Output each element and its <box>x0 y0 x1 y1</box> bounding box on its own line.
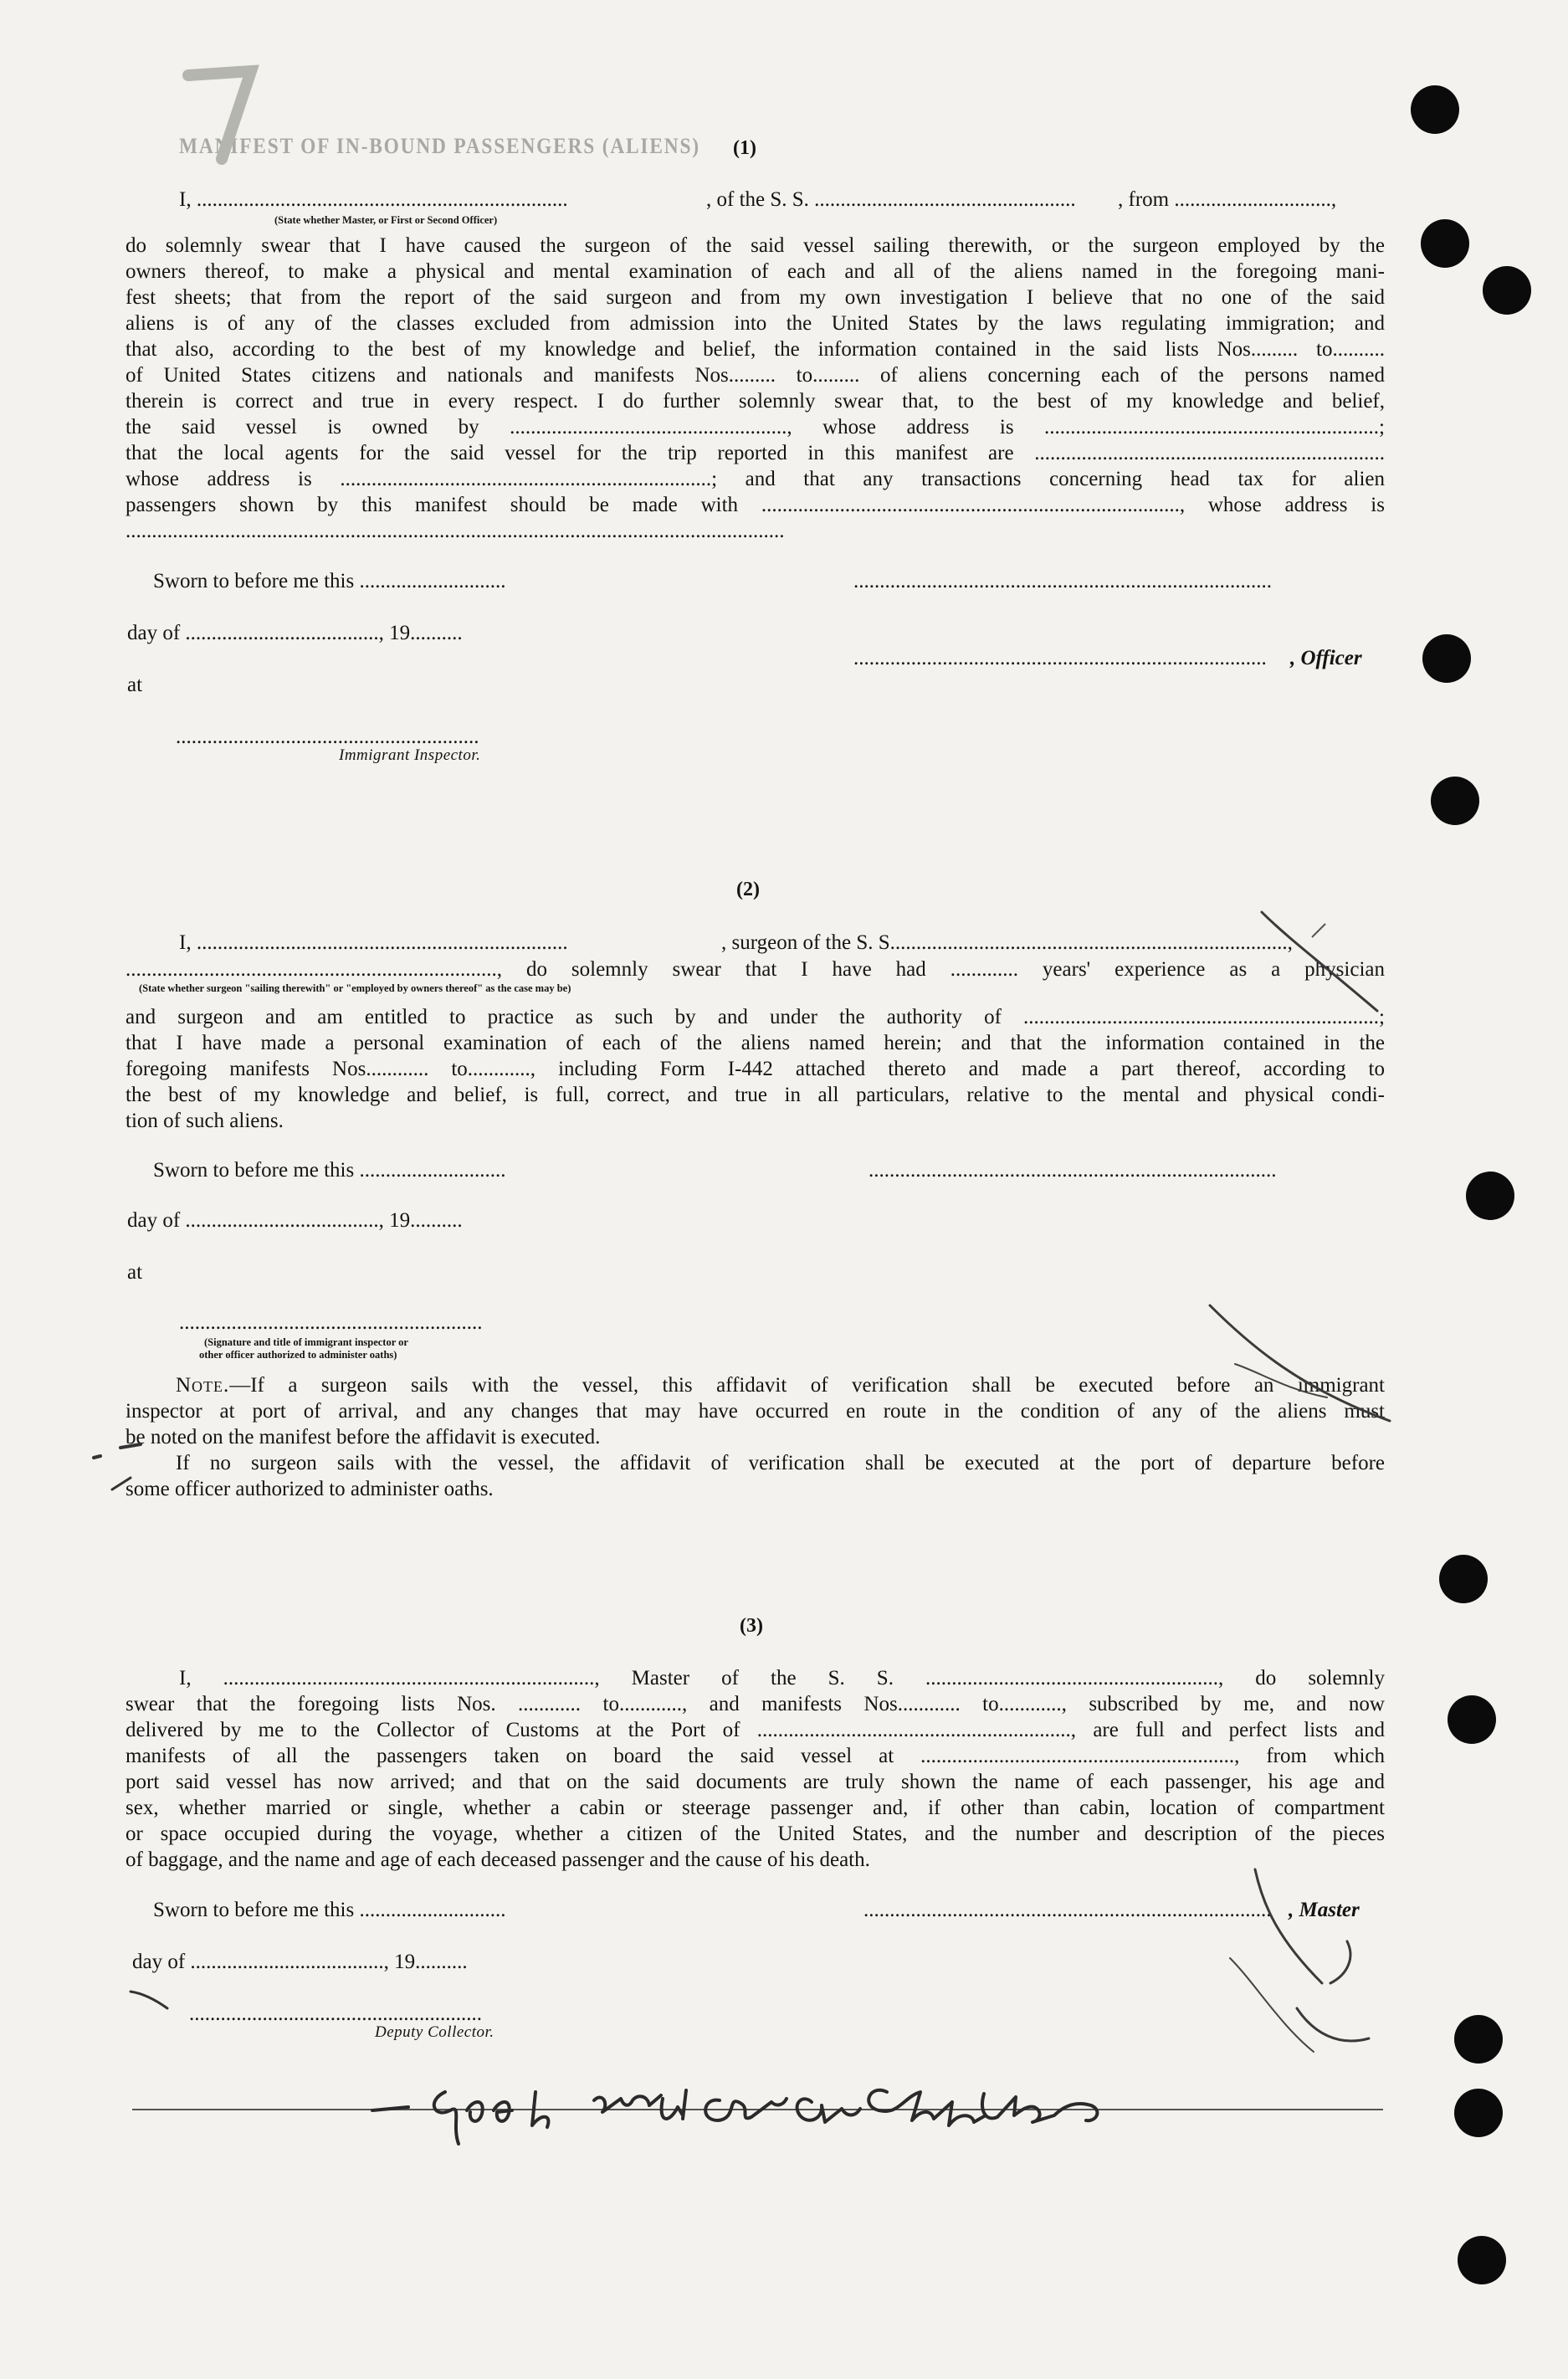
s2-signature-caption-2: other officer authorized to administer oaths) <box>199 1349 397 1361</box>
s1-officer-label: , Officer <box>1290 647 1362 669</box>
s2-sworn: Sworn to before me this ............................ <box>153 1159 506 1182</box>
punch-hole-icon <box>1483 266 1531 315</box>
section-number-3: (3) <box>740 1615 763 1637</box>
s1-para-line: owners thereof, to make a physical and mental examination of each and all of the aliens named in the foregoing mani- <box>126 260 1385 283</box>
s1-para-line: whose address is .......................................................................; and that any transactions concerning head tax for alien <box>126 468 1385 490</box>
s3-para-line: sex, whether married or single, whether a cabin or steerage passenger and, if other than cabin, location of compartment <box>126 1797 1385 1819</box>
corner-stamp-mark <box>172 59 264 167</box>
punch-hole-icon <box>1458 2236 1506 2284</box>
s1-inspector-caption: Immigrant Inspector. <box>339 746 481 764</box>
s3-para-line: or space occupied during the voyage, whether a citizen of the United States, and the number and description of the pieces <box>126 1823 1385 1845</box>
s3-para-line: port said vessel has now arrived; and that on the said documents are truly shown the name of each passenger, his age and <box>126 1771 1385 1793</box>
s2-signature-caption-1: (Signature and title of immigrant inspector or <box>204 1336 408 1348</box>
punch-hole-icon <box>1431 777 1479 825</box>
pencil-check-mark <box>1202 1297 1402 1431</box>
s3-collector-dots: ........................................................ <box>189 2002 482 2025</box>
s3-sworn: Sworn to before me this ............................ <box>153 1899 506 1921</box>
s1-para-line: therein is correct and true in every respect. I do further solemnly swear that, to the best of my knowledge and belief, <box>126 390 1385 413</box>
s1-para-line: fest sheets; that from the report of the said surgeon and from my own investigation I believe that no one of the said <box>126 286 1385 309</box>
punch-hole-icon <box>1422 634 1471 683</box>
s1-para-line: .............................................................................................................................. <box>126 520 785 542</box>
s3-para-line: of baggage, and the name and age of each deceased passenger and the cause of his death. <box>126 1848 870 1871</box>
s2-at: at <box>127 1261 143 1284</box>
s2-para-line: tion of such aliens. <box>126 1110 284 1132</box>
s3-para-line: manifests of all the passengers taken on board the said vessel at ............................................................, from which <box>126 1745 1385 1767</box>
s2-note-line: If no surgeon sails with the vessel, the affidavit of verification shall be executed at the port of departure before <box>176 1452 1385 1474</box>
s3-para-line: swear that the foregoing lists Nos. ............ to............, and manifests Nos............ to............, subscribed by me, and now <box>126 1693 1385 1715</box>
s2-line1-i: I, ....................................................................... <box>179 931 568 954</box>
s3-para-line: delivered by me to the Collector of Customs at the Port of ............................................................, are full and perfect lists and <box>126 1719 1385 1741</box>
section-number-1: (1) <box>733 137 756 159</box>
s2-note-line: be noted on the manifest before the affidavit is executed. <box>126 1426 601 1448</box>
pencil-check-mark <box>1253 904 1387 1021</box>
section-number-2: (2) <box>736 879 760 900</box>
s1-sworn: Sworn to before me this ............................ <box>153 570 506 592</box>
s3-day-of: day of ....................................., 19.......... <box>132 1951 468 1973</box>
s2-note-line: inspector at port of arrival, and any changes that may have occurred en route in the condition of any of the aliens must <box>126 1400 1385 1423</box>
s1-para-line: that the local agents for the said vessel for the trip reported in this manifest are ................................................................... <box>126 442 1385 464</box>
s1-day-of: day of ....................................., 19.......... <box>127 622 463 644</box>
punch-hole-icon <box>1466 1172 1514 1220</box>
pencil-check-mark <box>1222 1858 1389 2059</box>
punch-hole-icon <box>1411 85 1459 134</box>
s2-signature-dots: .............................................................................. <box>869 1159 1277 1182</box>
s1-para-line: of United States citizens and nationals and manifests Nos......... to......... of aliens concerning each of the persons named <box>126 364 1385 387</box>
s1-officer-dots: ............................................................................... <box>853 647 1267 669</box>
faded-heading: MANIFEST OF IN-BOUND PASSENGERS (ALIENS) <box>179 134 700 158</box>
s2-para-line: foregoing manifests Nos............ to............, including Form I-442 attached thereto and made a part thereof, according to <box>126 1058 1385 1080</box>
s1-para-line: the said vessel is owned by ....................................................., whose address is ................................................................; <box>126 416 1385 438</box>
s2-para-line: and surgeon and am entitled to practice as such by and under the authority of ....................................................................; <box>126 1006 1385 1028</box>
s3-master-dots: .............................................................................. <box>863 1899 1272 1921</box>
note-text-1: If a surgeon sails with the vessel, this affidavit of verification shall be executed before an immigrant <box>250 1374 1385 1397</box>
s2-inspector-dots: .......................................................... <box>179 1311 483 1334</box>
s1-line1-i: I, ....................................................................... <box>179 188 568 211</box>
s1-line1-ss: , of the S. S. .................................................. <box>706 188 1076 211</box>
s1-para-line: aliens is of any of the classes excluded from admission into the United States by the laws regulating immigration; and <box>126 312 1385 335</box>
note-dash: — <box>229 1374 251 1397</box>
s1-inspector-dots: .......................................................... <box>176 725 479 748</box>
punch-hole-icon <box>1454 2015 1503 2064</box>
s2-para-line: that I have made a personal examination of each of the aliens named herein; and that the information contained in the <box>126 1032 1385 1054</box>
handwritten-annotation <box>368 2067 1247 2159</box>
punch-hole-icon <box>1421 219 1469 268</box>
stray-pen-mark <box>87 1439 179 1515</box>
s3-master-label: , Master <box>1289 1899 1360 1921</box>
s1-para-line: that also, according to the best of my knowledge and belief, the information contained in the said lists Nos......... to.......... <box>126 338 1385 361</box>
stray-pen-mark <box>126 1983 176 2017</box>
s3-collector-caption: Deputy Collector. <box>375 2023 494 2041</box>
s1-line1-from: , from .............................., <box>1118 188 1337 211</box>
note-label: Note. <box>176 1374 230 1397</box>
s1-signature-line: ................................................................................ <box>853 570 1272 592</box>
punch-hole-icon <box>1439 1555 1488 1603</box>
s1-at: at <box>127 674 143 696</box>
s2-caption: (State whether surgeon "sailing therewith" or "employed by owners thereof" as the case may be) <box>139 982 571 994</box>
s1-caption: (State whether Master, or First or Second Officer) <box>274 214 498 226</box>
s2-line2: ......................................................................., do solemnly swear that I have had ............. years' experience as a physician <box>126 958 1385 981</box>
s1-para-line: passengers shown by this manifest should be made with ................................................................................, whose address is <box>126 494 1385 516</box>
s3-line1: I, ......................................................................., Master of the S. S. ........................................................, do solemnly <box>179 1667 1385 1689</box>
s2-line1-ss: , surgeon of the S. S............................................................................, <box>721 931 1293 954</box>
punch-hole-icon <box>1448 1695 1496 1744</box>
punch-hole-icon <box>1454 2089 1503 2137</box>
s2-para-line: the best of my knowledge and belief, is full, correct, and true in all particulars, relative to the mental and physical condi- <box>126 1084 1385 1106</box>
s2-day-of: day of ....................................., 19.......... <box>127 1209 463 1232</box>
s2-note-line: some officer authorized to administer oaths. <box>126 1478 494 1500</box>
s1-para-line: do solemnly swear that I have caused the surgeon of the said vessel sailing therewith, or the surgeon employed by the <box>126 234 1385 257</box>
